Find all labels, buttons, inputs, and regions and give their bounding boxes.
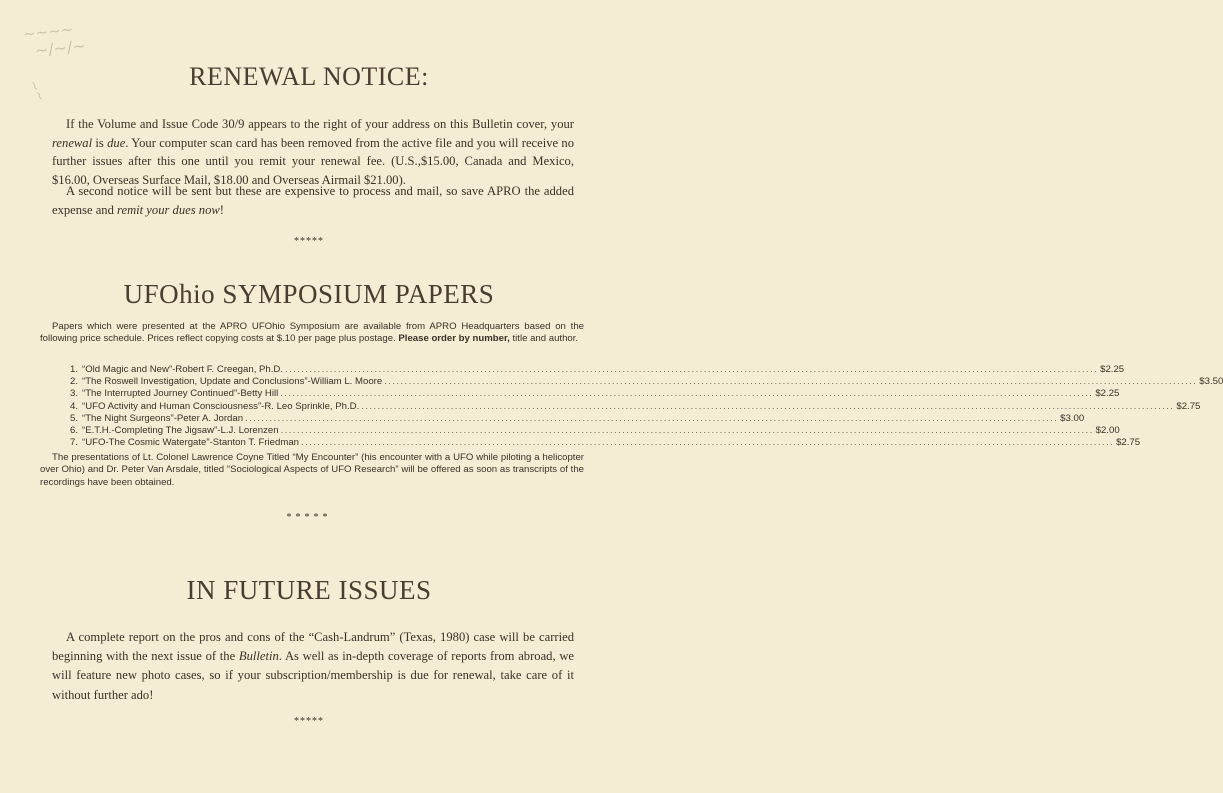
renewal-heading: RENEWAL NOTICE:: [189, 62, 429, 91]
paper-list-item: [70, 437, 1141, 449]
symposium-intro: Papers which were presented at the APRO UFOhio Symposium are available from APRO Headquarters based on the following price schedule. Prices reflect copying costs at $.10 per page plus postage. Please order by number, title and author.: [40, 321, 584, 345]
renewal-paragraph-2: A second notice will be sent but these are expensive to process and mail, so save APRO the added expense and remit your dues now!: [52, 184, 574, 217]
paper-title: “E.T.H.-Completing The Jigsaw”-L.J. Lorenzen: [82, 425, 279, 437]
paper-list-item: [70, 364, 1125, 376]
paper-list-item: [70, 425, 1120, 437]
leader-dots: ........................................................................................................................................................................................................: [280, 425, 1094, 437]
paper-number: 1.: [70, 364, 79, 375]
leader-dots: ........................................................................................................................................................................................................: [361, 400, 1175, 412]
section-separator: *****: [286, 512, 332, 523]
paper-number: 2.: [70, 376, 79, 388]
section-separator: *****: [294, 236, 324, 247]
pencil-annotation: ~~~~ ~/~/~ ~~: [22, 20, 87, 105]
symposium-heading: UFOhio SYMPOSIUM PAPERS: [123, 279, 495, 309]
paper-price-list: [70, 364, 1223, 449]
leader-dots: ........................................................................................................................................................................................................: [280, 388, 1094, 400]
paper-price: $3.00: [1060, 412, 1085, 424]
paper-list-item: [70, 412, 1085, 425]
paper-title: “Old Magic and New”-Robert F. Creegan, Ph.D.: [82, 364, 284, 375]
paper-number: 7.: [70, 437, 79, 449]
paper-title: “The Roswell Investigation, Update and Conclusions”-William L. Moore: [82, 376, 383, 388]
paper-price: $2.00: [1095, 425, 1120, 437]
paper-number: 6.: [70, 425, 79, 437]
paper-price: $2.25: [1100, 364, 1125, 375]
paper-number: 4.: [70, 400, 79, 412]
paper-title: “UFO Activity and Human Consciousness”-R. Leo Sprinkle, Ph.D.: [82, 400, 360, 412]
leader-dots: ........................................................................................................................................................................................................: [285, 364, 1099, 375]
paper-list-item: [70, 376, 1223, 388]
paper-number: 5.: [70, 412, 79, 424]
paper-title: “The Interrupted Journey Continued”-Betty Hill: [82, 388, 279, 400]
paper-price: $2.75: [1176, 400, 1201, 412]
paper-price: $2.25: [1095, 388, 1120, 400]
paper-price: $2.75: [1116, 437, 1141, 449]
paper-title: “UFO-The Cosmic Watergate”-Stanton T. Friedman: [82, 437, 299, 449]
future-issues-heading: IN FUTURE ISSUES: [186, 575, 432, 605]
symposium-outro: The presentations of Lt. Colonel Lawrence Coyne Titled “My Encounter” (his encounter with a UFO while piloting a helicopter over Ohio) and Dr. Peter Van Arsdale, titled “Sociological Aspects of UFO Research” will be offered as soon as transcripts of the recordings have been obtained.: [40, 452, 584, 488]
future-issues-paragraph: A complete report on the pros and cons of the “Cash-Landrum” (Texas, 1980) case will be carried beginning with the next issue of the Bulletin. As well as in-depth coverage of reports from abroad, we will feature new photo cases, so if your subscription/membership is due for renewal, take care of it without further ado!: [52, 630, 575, 702]
leader-dots: ........................................................................................................................................................................................................: [245, 412, 1059, 424]
paper-list-item: [70, 400, 1201, 413]
leader-dots: ........................................................................................................................................................................................................: [301, 437, 1115, 449]
leader-dots: ........................................................................................................................................................................................................: [384, 376, 1198, 388]
section-separator: *****: [294, 716, 324, 727]
paper-list-item: [70, 388, 1120, 400]
paper-number: 3.: [70, 388, 79, 400]
paper-title: “The Night Surgeons”-Peter A. Jordan: [82, 412, 244, 424]
paper-price: $3.50: [1199, 376, 1223, 388]
renewal-paragraph-1: If the Volume and Issue Code 30/9 appears to the right of your address on this Bulletin cover, your renewal is due. Your computer scan card has been removed from the active file and you will receive no further issues after this one until you remit your renewal fee. (U.S.,$15.00, Canada and Mexico, $16.00, Overseas Surface Mail, $18.00 and Overseas Airmail $21.00).: [52, 117, 574, 187]
